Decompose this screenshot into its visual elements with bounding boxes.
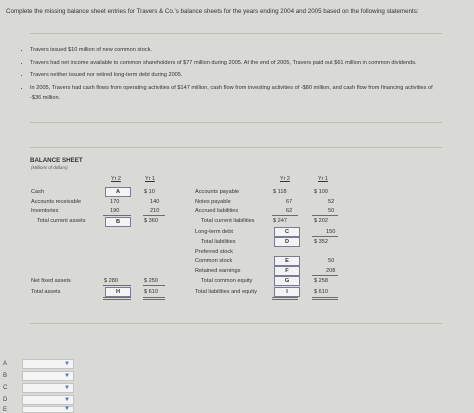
total-liabilities-equity-yr1: $ 610 bbox=[314, 289, 328, 295]
answer-select-a[interactable] bbox=[22, 359, 74, 369]
balance-sheet-title: BALANCE SHEET bbox=[30, 157, 83, 164]
blank-h-box: H bbox=[105, 287, 131, 297]
total-liabilities-label: Total liabilities bbox=[201, 239, 236, 245]
total-common-equity-label: Total common equity bbox=[201, 278, 253, 284]
column-header-yr1: Yr 1 bbox=[145, 176, 155, 182]
long-term-debt-label: Long-term debt bbox=[195, 229, 233, 235]
column-header-yr1: Yr 1 bbox=[318, 176, 328, 182]
retained-earnings-label: Retained earnings bbox=[195, 268, 241, 274]
accounts-receivable-label: Accounts receivable bbox=[31, 199, 82, 205]
blank-e-box: E bbox=[274, 256, 300, 266]
net-fixed-assets-label: Net fixed assets bbox=[31, 278, 71, 284]
accrued-liabilities-yr1: 50 bbox=[328, 208, 335, 214]
instruction-text: Complete the missing balance sheet entries for Travers & Co.'s balance sheets for the years ending 2004 and 2005 based on the following statements: bbox=[6, 8, 419, 15]
total-double-line bbox=[103, 297, 131, 300]
blank-c-box: C bbox=[274, 227, 300, 237]
accrued-liabilities-yr2: 62 bbox=[286, 208, 293, 214]
blank-g-box: G bbox=[274, 276, 300, 286]
total-double-line bbox=[143, 297, 165, 300]
total-assets-yr1: $ 610 bbox=[144, 289, 158, 295]
answer-label-e: E bbox=[3, 407, 8, 413]
divider bbox=[30, 33, 442, 34]
total-common-equity-yr1: $ 258 bbox=[314, 278, 328, 284]
long-term-debt-yr1: 150 bbox=[326, 229, 336, 235]
total-current-liabilities-label: Total current liabilities bbox=[201, 218, 255, 224]
total-current-assets-yr1: $ 360 bbox=[144, 218, 158, 224]
total-current-liabilities-yr2: $ 247 bbox=[273, 218, 287, 224]
accounts-receivable-yr1: 140 bbox=[150, 199, 160, 205]
answer-label-b: B bbox=[3, 373, 8, 379]
notes-payable-yr1: 52 bbox=[328, 199, 335, 205]
accounts-payable-label: Accounts payable bbox=[195, 189, 240, 195]
accounts-payable-yr2: $ 118 bbox=[273, 189, 287, 195]
total-double-line bbox=[312, 297, 338, 300]
total-current-assets-label: Total current assets bbox=[37, 218, 86, 224]
total-assets-label: Total assets bbox=[31, 289, 61, 295]
preferred-stock-label: Preferred stock bbox=[195, 249, 233, 255]
chevron-down-icon: ▼ bbox=[64, 361, 70, 367]
common-stock-label: Common stock bbox=[195, 258, 233, 264]
subtotal-line bbox=[312, 236, 338, 237]
subtotal-line bbox=[312, 275, 338, 276]
list-item: • Travers issued $10 million of new common stock. bbox=[30, 45, 440, 56]
total-double-line bbox=[272, 297, 298, 300]
cash-label: Cash bbox=[31, 189, 45, 195]
accrued-liabilities-label: Accrued liabilities bbox=[195, 208, 239, 214]
column-header-yr2: Yr 2 bbox=[111, 176, 121, 182]
divider bbox=[30, 147, 442, 148]
blank-a-box: A bbox=[105, 187, 131, 197]
answer-label-a: A bbox=[3, 361, 8, 367]
answer-select-d[interactable] bbox=[22, 395, 74, 405]
list-item: • In 2005, Travers had cash flows from operating activities of $147 million, cash flow from investing activities of -$80 million, and cash flow from financing activities of -$36 million. bbox=[30, 83, 440, 104]
inventories-label: Inventories bbox=[31, 208, 59, 214]
answer-select-c[interactable] bbox=[22, 383, 74, 393]
column-header-yr2: Yr 2 bbox=[280, 176, 290, 182]
divider bbox=[30, 323, 442, 324]
inventories-yr2: 190 bbox=[110, 208, 120, 214]
list-item: • Travers had net income available to common shareholders of $77 million during 2005. At the end of 2005, Travers paid out $61 million in common dividends. bbox=[30, 58, 440, 69]
chevron-down-icon: ▼ bbox=[64, 397, 70, 403]
chevron-down-icon: ▼ bbox=[64, 406, 70, 412]
blank-b-box: B bbox=[105, 217, 131, 227]
blank-d-box: D bbox=[274, 237, 300, 247]
retained-earnings-yr1: 208 bbox=[326, 268, 336, 274]
accounts-payable-yr1: $ 100 bbox=[314, 189, 328, 195]
notes-payable-label: Notes payable bbox=[195, 199, 231, 205]
list-item: • Travers neither issued nor retired long-term debt during 2005. bbox=[30, 70, 440, 81]
blank-i-box: I bbox=[274, 287, 300, 297]
subtotal-line bbox=[143, 215, 165, 216]
answer-label-c: C bbox=[3, 385, 8, 391]
statements-list bbox=[20, 45, 440, 106]
answer-select-e[interactable] bbox=[22, 406, 74, 413]
subtotal-line bbox=[103, 285, 131, 286]
divider bbox=[30, 122, 442, 123]
accounts-receivable-yr2: 170 bbox=[110, 199, 120, 205]
net-fixed-assets-yr1: $ 250 bbox=[144, 278, 158, 284]
total-current-liabilities-yr1: $ 202 bbox=[314, 218, 328, 224]
balance-sheet-subtitle: (Millions of dollars) bbox=[31, 165, 68, 170]
subtotal-line bbox=[103, 215, 131, 216]
chevron-down-icon: ▼ bbox=[64, 385, 70, 391]
net-fixed-assets-yr2: $ 280 bbox=[104, 278, 118, 284]
answer-select-b[interactable] bbox=[22, 371, 74, 381]
total-liabilities-yr1: $ 352 bbox=[314, 239, 328, 245]
subtotal-line bbox=[272, 215, 298, 216]
answer-label-d: D bbox=[3, 397, 8, 403]
notes-payable-yr2: 67 bbox=[286, 199, 293, 205]
cash-yr1: $ 10 bbox=[144, 189, 155, 195]
subtotal-line bbox=[312, 215, 338, 216]
blank-f-box: F bbox=[274, 266, 300, 276]
common-stock-yr1: 50 bbox=[328, 258, 335, 264]
total-liabilities-equity-label: Total liabilities and equity bbox=[195, 289, 257, 295]
subtotal-line bbox=[143, 285, 165, 286]
inventories-yr1: 210 bbox=[150, 208, 160, 214]
chevron-down-icon: ▼ bbox=[64, 373, 70, 379]
